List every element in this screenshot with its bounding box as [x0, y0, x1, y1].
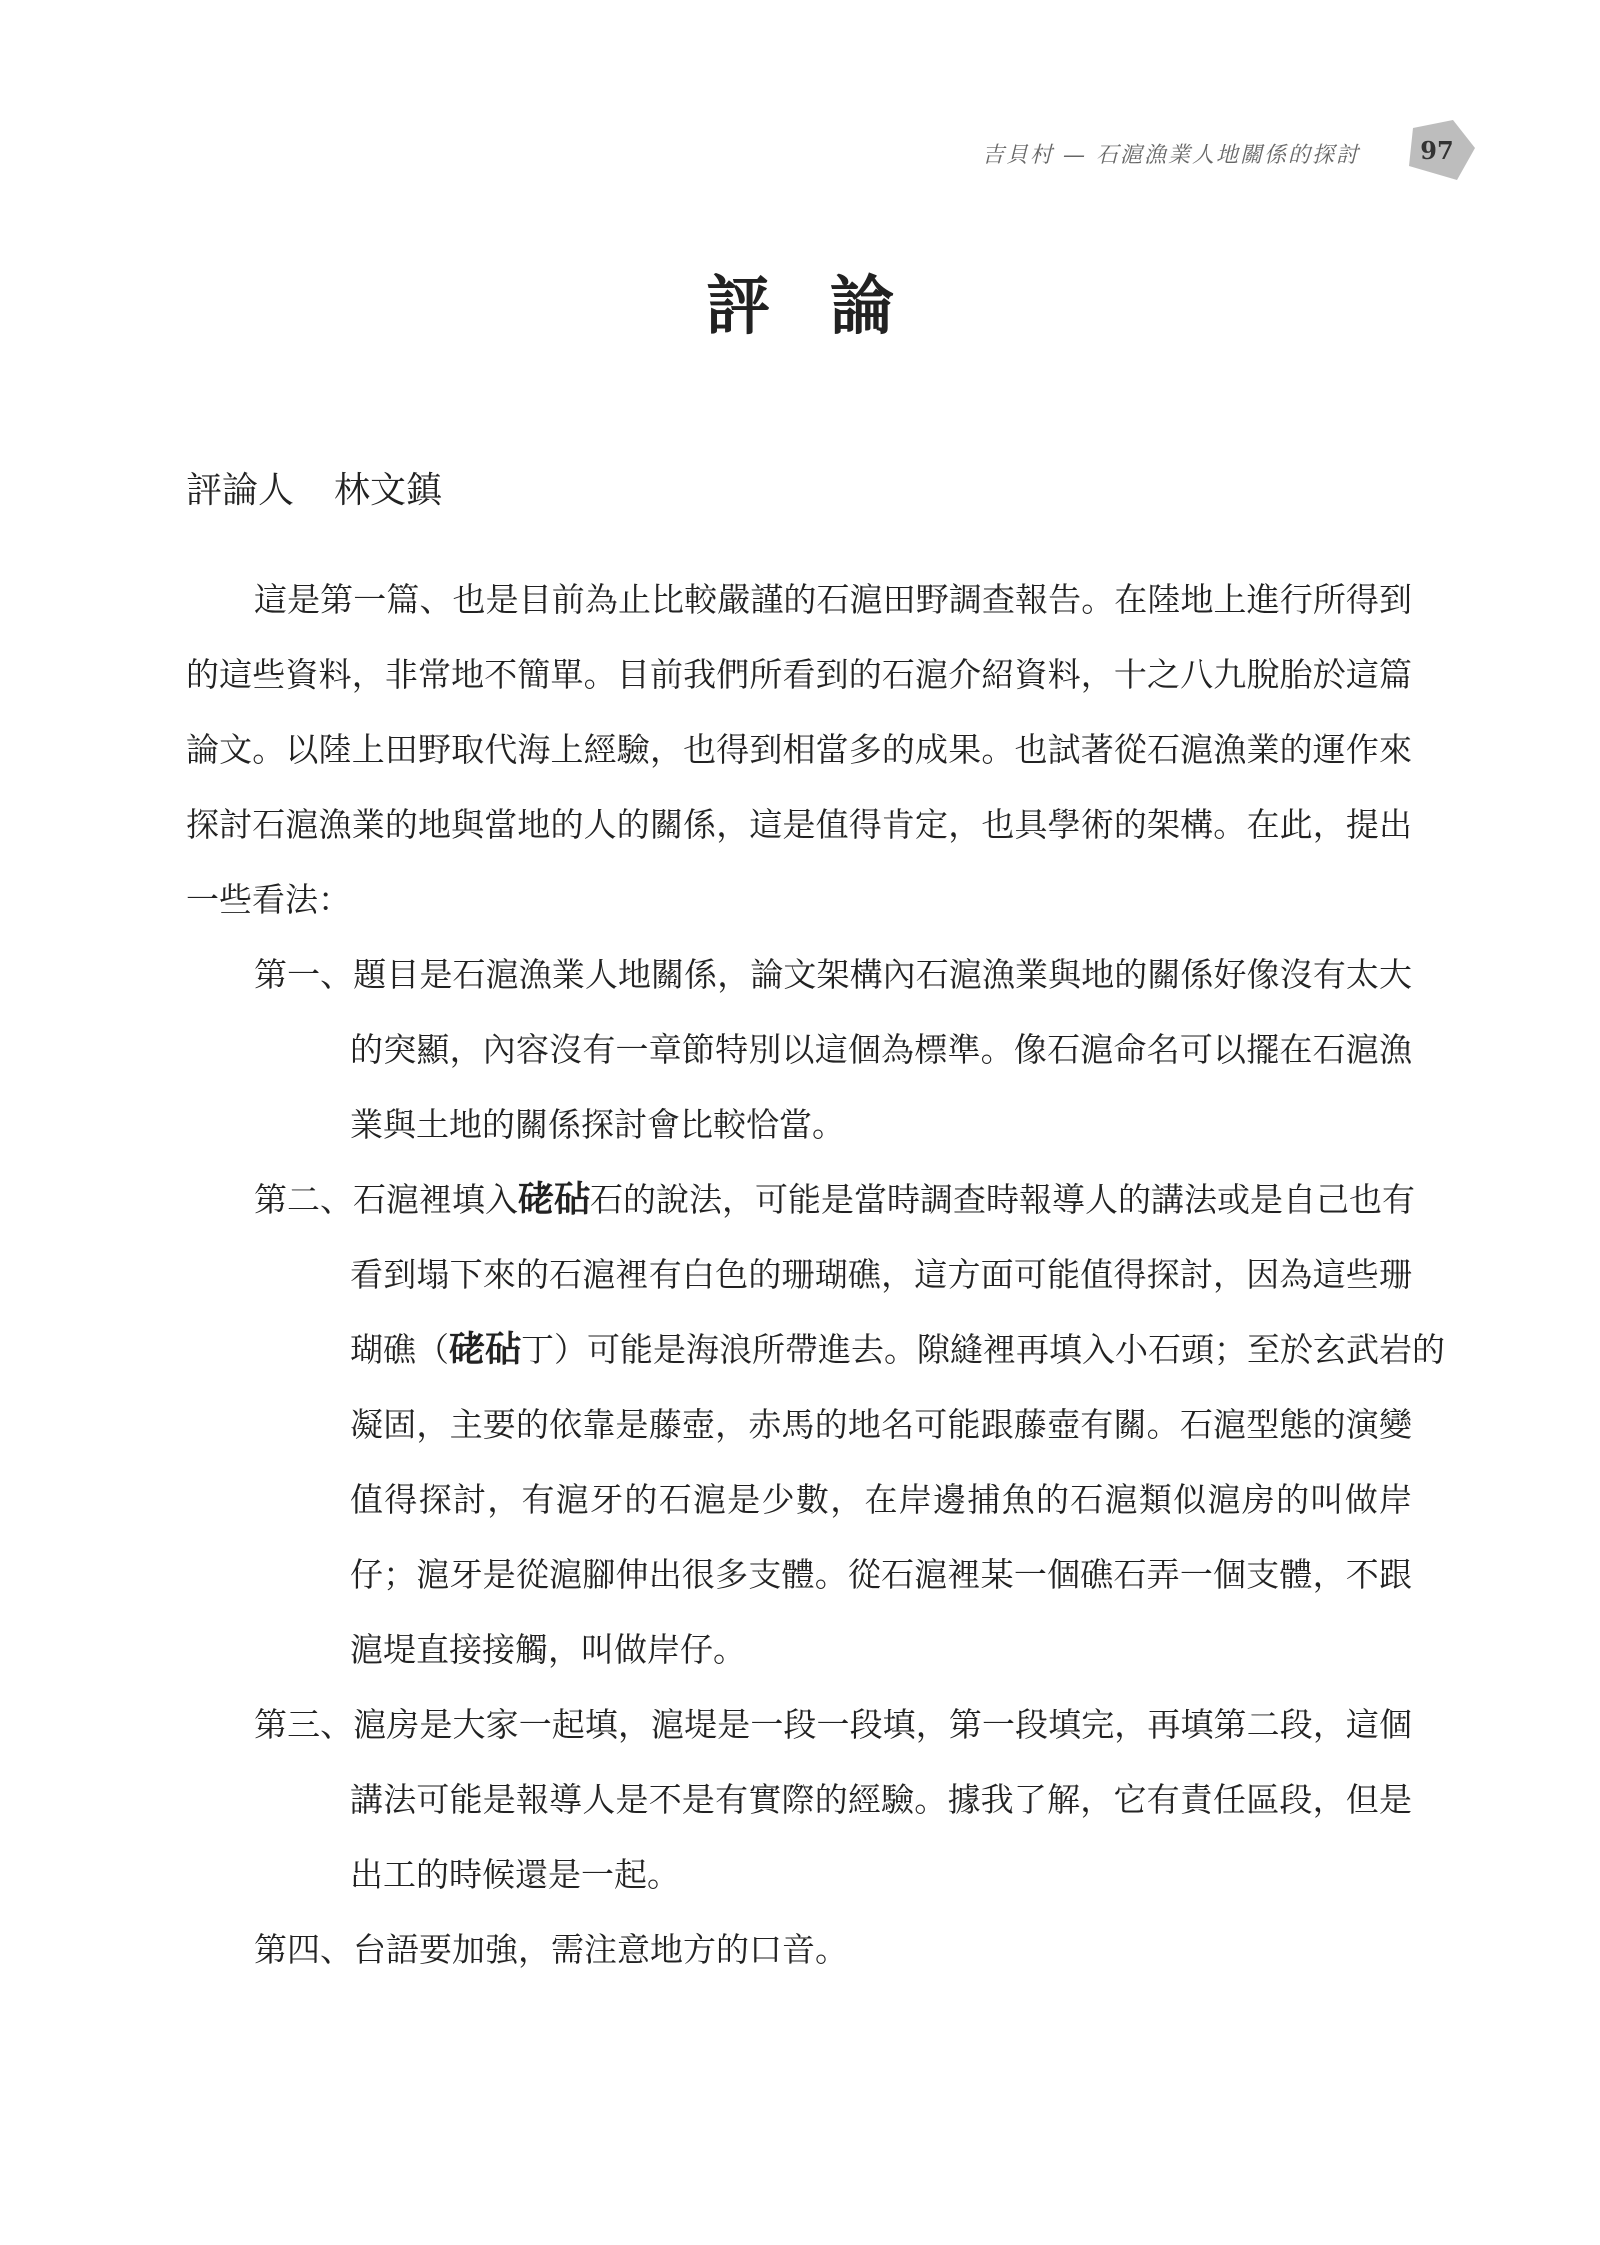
page-title: 評論: [706, 270, 954, 344]
comment-item-line: 看到塌下來的石滬裡有白色的珊瑚礁，這方面可能值得探討，因為這些珊: [350, 1255, 1412, 1294]
page-number-badge: [1405, 118, 1475, 188]
emphasized-term: 硓砧: [518, 1178, 591, 1220]
comment-item-line: 業與土地的關係探討會比較恰當。: [350, 1105, 845, 1144]
comment-item-4: 第四、台語要加強，需注意地方的口音。: [254, 1930, 848, 1969]
comment-item-line: 的突顯，內容沒有一章節特別以這個為標準。像石滬命名可以擺在石滬漁: [350, 1030, 1412, 1069]
comment-item-2: 第二、石滬裡填入硓砧石的說法，可能是當時調查時報導人的講法或是自己也有: [254, 1178, 1416, 1220]
reviewer-line: [186, 462, 442, 513]
reviewer-label: 評論人: [186, 470, 295, 511]
intro-paragraph-line: 這是第一篇、也是目前為止比較嚴謹的石滬田野調查報告。在陸地上進行所得到: [254, 580, 1412, 619]
comment-item-line: 滬堤直接接觸，叫做岸仔。: [350, 1630, 746, 1669]
comment-item-line: 講法可能是報導人是不是有實際的經驗。據我了解，它有責任區段，但是: [350, 1780, 1412, 1819]
comment-body: [186, 562, 1446, 1987]
comment-item-line: 出工的時候還是一起。: [350, 1855, 680, 1894]
intro-paragraph-line: 論文。以陸上田野取代海上經驗，也得到相當多的成果。也試著從石滬漁業的運作來: [186, 730, 1412, 769]
comment-item-line: 值得探討，有滬牙的石滬是少數，在岸邊捕魚的石滬類似滬房的叫做岸: [350, 1480, 1412, 1519]
running-header-title: 吉貝村 — 石滬漁業人地關係的探討: [982, 143, 1360, 168]
comment-item-3: 第三、滬房是大家一起填，滬堤是一段一段填，第一段填完，再填第二段，這個: [254, 1705, 1412, 1744]
intro-paragraph-line: 的這些資料，非常地不簡單。目前我們所看到的石滬介紹資料，十之八九脫胎於這篇: [186, 655, 1412, 694]
intro-paragraph-line: 探討石滬漁業的地與當地的人的關係，這是值得肯定，也具學術的架構。在此，提出: [186, 805, 1412, 844]
intro-paragraph-line: 一些看法：: [186, 880, 351, 919]
page-number: 97: [1420, 136, 1454, 165]
comment-item-1: 第一、題目是石滬漁業人地關係，論文架構內石滬漁業與地的關係好像沒有太大: [254, 955, 1412, 994]
comment-item-line: 凝固，主要的依靠是藤壺，赤馬的地名可能跟藤壺有關。石滬型態的演變: [350, 1405, 1412, 1444]
reviewer-name: 林文鎮: [334, 470, 443, 511]
comment-item-line: 仔；滬牙是從滬腳伸出很多支體。從石滬裡某一個礁石弄一個支體，不跟: [350, 1555, 1412, 1594]
emphasized-term: 硓砧: [449, 1328, 522, 1370]
comment-item-line: 瑚礁（硓砧丁）可能是海浪所帶進去。隙縫裡再填入小石頭；至於玄武岩的: [350, 1328, 1446, 1370]
